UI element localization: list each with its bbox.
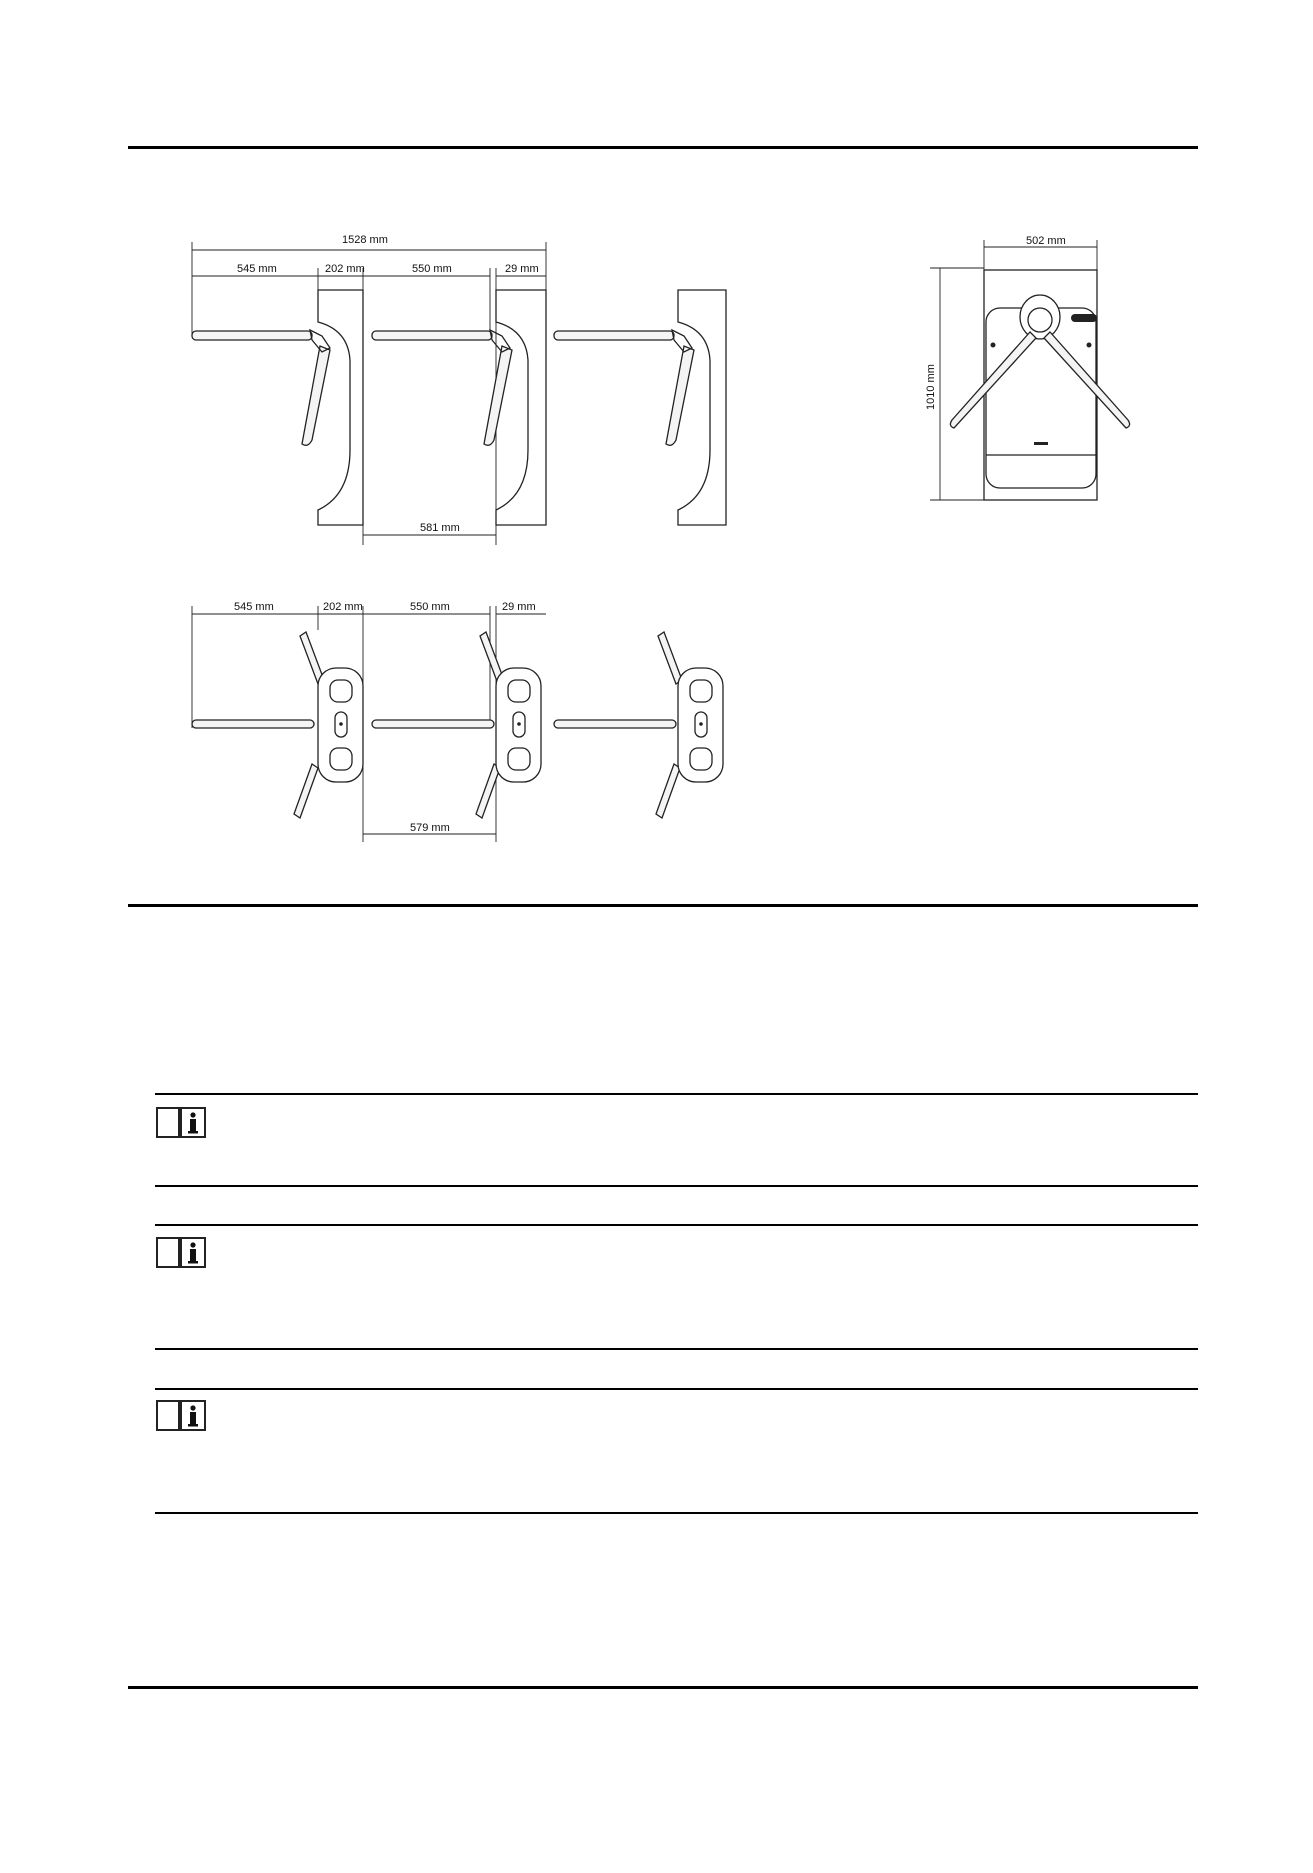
- note-2-bottom-rule: [155, 1348, 1198, 1350]
- note-3-bottom-rule: [155, 1512, 1198, 1514]
- front-view: [925, 235, 1130, 500]
- info-note-icon: [155, 1397, 207, 1433]
- front-width-label: 502 mm: [1026, 235, 1066, 247]
- note-3-top-rule: [155, 1388, 1198, 1390]
- overall-length-label: 1528 mm: [342, 234, 388, 246]
- note-2-top-rule: [155, 1224, 1198, 1226]
- arm-length-label: 545 mm: [237, 263, 277, 275]
- body-depth-label: 202 mm: [325, 263, 365, 275]
- lane-width-label: 550 mm: [412, 263, 452, 275]
- passage-width-label: 581 mm: [420, 522, 460, 534]
- info-note-icon: [155, 1104, 207, 1140]
- top-lane-width-label: 550 mm: [410, 601, 450, 613]
- top-offset-label: 29 mm: [502, 601, 536, 613]
- front-height-label: 1010 mm: [925, 364, 937, 410]
- footer-rule: [128, 1686, 1198, 1689]
- top-view: [192, 601, 723, 842]
- top-body-depth-label: 202 mm: [323, 601, 363, 613]
- info-note-icon: [155, 1234, 207, 1270]
- turnstile-dimension-figure: [0, 0, 1313, 860]
- note-1-top-rule: [155, 1093, 1198, 1095]
- figure-bottom-rule: [128, 904, 1198, 907]
- side-view: [192, 234, 726, 545]
- top-arm-length-label: 545 mm: [234, 601, 274, 613]
- top-passage-width-label: 579 mm: [410, 822, 450, 834]
- note-1-bottom-rule: [155, 1185, 1198, 1187]
- offset-label: 29 mm: [505, 263, 539, 275]
